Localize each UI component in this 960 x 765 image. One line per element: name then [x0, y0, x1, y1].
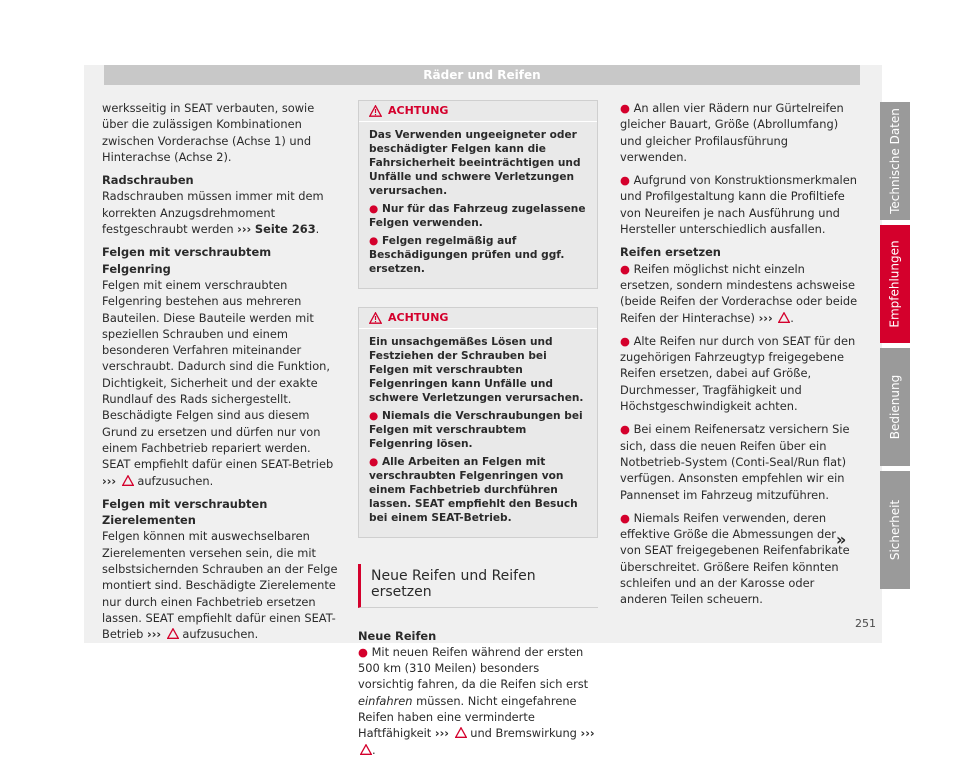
list-item: ● An allen vier Rädern nur Gürtelreifen gleicher Bauart, Größe (Abrollumfang) und gleicher Profilausführung verwenden.: [620, 101, 844, 164]
heading-neue-reifen: Neue Reifen: [358, 628, 437, 643]
heading-reifen-ersetzen: Reifen ersetzen: [620, 245, 721, 260]
list-item: ● Alte Reifen nur durch von SEAT für den zugehörigen Fahrzeugtyp freigegebene Reifen ersetzen, dabei auf Größe, Durchmesser, Tragfähigkeit und Höchstgeschwindigkeit achten.: [620, 333, 856, 414]
tab-bedienung[interactable]: Bedienung: [880, 348, 910, 466]
ref-arrows: ›››: [147, 627, 162, 642]
ref-arrows: ›››: [237, 222, 252, 237]
continue-arrow-icon: »: [836, 530, 847, 549]
bullet-icon: ●: [369, 456, 379, 468]
bullet-icon: ●: [369, 410, 379, 422]
list-item: ● Nur für das Fahrzeug zugelassene Felgen verwenden.: [369, 203, 586, 229]
list-item: ● Mit neuen Reifen während der ersten 500 km (310 Meilen) besonders vorsichtig fahren, da die Reifen sich erst einfahren müssen. Nicht eingefahrene Reifen haben eine verminderte Haftfähigkeit ››› und Bremswirkung ››› .: [358, 644, 595, 757]
list-item: ● Aufgrund von Konstruktionsmerkmalen und Profilgestaltung kann die Profiltiefe von Neureifen je nach Ausführung und Hersteller unterschiedlich ausfallen.: [620, 173, 857, 237]
warning-body: Ein unsachgemäßes Lösen und Festziehen der Schrauben bei Felgen mit verschraubten Felgenringen kann Unfälle und schwere Verletzungen verursachen. ● Niemals die Verschraubungen bei Felgen mit verschraubtem Felgenring lösen. ● Alle Arbeiten an Felgen mit verschraubten Felgenringen von einem Fachbetrieb durchführen lassen. SEAT empfiehlt den Besuch bei einem SEAT-Betrieb.: [359, 329, 597, 537]
ref-arrows: ›››: [434, 726, 449, 741]
warning-header: [359, 101, 597, 122]
warning-label: ACHTUNG: [388, 310, 449, 324]
tab-technische-daten[interactable]: Technische Daten: [880, 102, 910, 220]
list-item: ● Alle Arbeiten an Felgen mit verschraubten Felgenringen von einem Fachbetrieb durchführen lassen. SEAT empfiehlt den Besuch bei einem SEAT-Betrieb.: [369, 456, 578, 524]
warning-triangle-icon: [369, 312, 382, 324]
warning-header: [359, 308, 597, 329]
section-title: Neue Reifen und Reifen ersetzen: [358, 564, 598, 608]
list-item: ● Niemals Reifen verwenden, deren effektive Größe die Abmessungen der von SEAT freigegebenen Reifenfabrikate überschreitet. Größere Reifen könnten schleifen und an der Karosse oder anderen Teilen scheuern.: [620, 510, 850, 607]
paragraph: Radschrauben müssen immer mit dem korrekten Anzugsdrehmoment festgeschraubt werden ››› Seite 263.: [102, 189, 324, 237]
warning-triangle-icon[interactable]: [778, 312, 790, 323]
ref-arrows: ›››: [758, 310, 773, 325]
bullet-icon: ●: [620, 261, 630, 276]
tab-empfehlungen[interactable]: Empfehlungen: [880, 225, 910, 343]
bullet-icon: ●: [358, 644, 368, 659]
page-reference-link[interactable]: Seite 263: [254, 222, 316, 237]
warning-label: ACHTUNG: [388, 103, 449, 117]
heading-felgenring: Felgen mit verschraubtem Felgenring: [102, 245, 272, 276]
list-item: ● Bei einem Reifenersatz versichern Sie sich, dass die neuen Reifen über ein Notbetrieb-System (Conti-Seal/Run flat) verfügen. Ansonsten empfehlen wir ein Pannenset im Fahrzeug mitzuführen.: [620, 422, 850, 502]
list-item: ● Reifen möglichst nicht einzeln ersetzen, sondern mindestens achsweise (beide Reifen der Vorderachse oder beide Reifen der Hinterachse) ››› .: [620, 261, 858, 325]
heading-zierelemente: Felgen mit verschraubten Zierelementen: [102, 496, 268, 528]
column-right: [620, 100, 858, 615]
page-header: Räder und Reifen: [104, 65, 860, 85]
bullet-icon: ●: [620, 422, 630, 437]
column-middle: [358, 100, 598, 765]
bullet-icon: ●: [620, 173, 630, 188]
bullet-icon: ●: [369, 203, 379, 215]
ref-arrows: ›››: [102, 473, 117, 488]
warning-body: Das Verwenden ungeeigneter oder beschädigter Felgen kann die Fahrsicherheit beeinträchtigen und Unfälle und schwere Verletzungen verursachen. ● Nur für das Fahrzeug zugelassene Felgen verwenden. ● Felgen regelmäßig auf Beschädigungen prüfen und ggf. ersetzen.: [359, 122, 597, 288]
warning-triangle-icon[interactable]: [167, 628, 179, 639]
warning-box: [358, 100, 598, 289]
warning-triangle-icon: [369, 105, 382, 117]
warning-box: [358, 307, 598, 538]
bullet-icon: ●: [620, 101, 630, 115]
warning-triangle-icon[interactable]: [455, 727, 467, 738]
tab-sicherheit[interactable]: Sicherheit: [880, 471, 910, 589]
warning-triangle-icon[interactable]: [122, 475, 134, 486]
heading-radschrauben: Radschrauben: [102, 173, 194, 188]
paragraph: Felgen können mit auswechselbaren Zierelementen versehen sein, die mit selbstsichernden Schrauben an der Felge montiert sind. Beschädigte Zierelemente nur durch einen Fachbetrieb ersetzen lassen. SEAT empfiehlt dafür einen SEAT-Betrieb ››› aufzusuchen.: [102, 529, 338, 642]
ref-arrows: ›››: [580, 726, 595, 741]
warning-triangle-icon[interactable]: [360, 744, 372, 755]
column-left: [102, 100, 340, 650]
bullet-icon: ●: [369, 235, 379, 247]
paragraph: werksseitig in SEAT verbauten, sowie über die zulässigen Kombinationen zwischen Vorderachse (Achse 1) und Hinterachse (Achse 2).: [102, 101, 315, 164]
page-number: 251: [855, 617, 876, 630]
list-item: ● Felgen regelmäßig auf Beschädigungen prüfen und ggf. ersetzen.: [369, 235, 565, 275]
bullet-icon: ●: [620, 510, 630, 525]
bullet-icon: ●: [620, 333, 630, 348]
list-item: ● Niemals die Verschraubungen bei Felgen mit verschraubtem Felgenring lösen.: [369, 410, 583, 450]
paragraph: Felgen mit einem verschraubten Felgenring bestehen aus mehreren Bauteilen. Diese Bauteile werden mit speziellen Schrauben und einem besonderen Verfahren miteinander verschraubt. Dadurch sind die Funktion, Dichtigkeit, Sicherheit und der exakte Rundlauf des Rads sichergestellt. Beschädigte Felgen sind aus diesem Grund zu ersetzen und dürfen nur von einem Fachbetrieb repariert werden. SEAT empfiehlt dafür einen SEAT-Betrieb ››› aufzusuchen.: [102, 277, 334, 488]
